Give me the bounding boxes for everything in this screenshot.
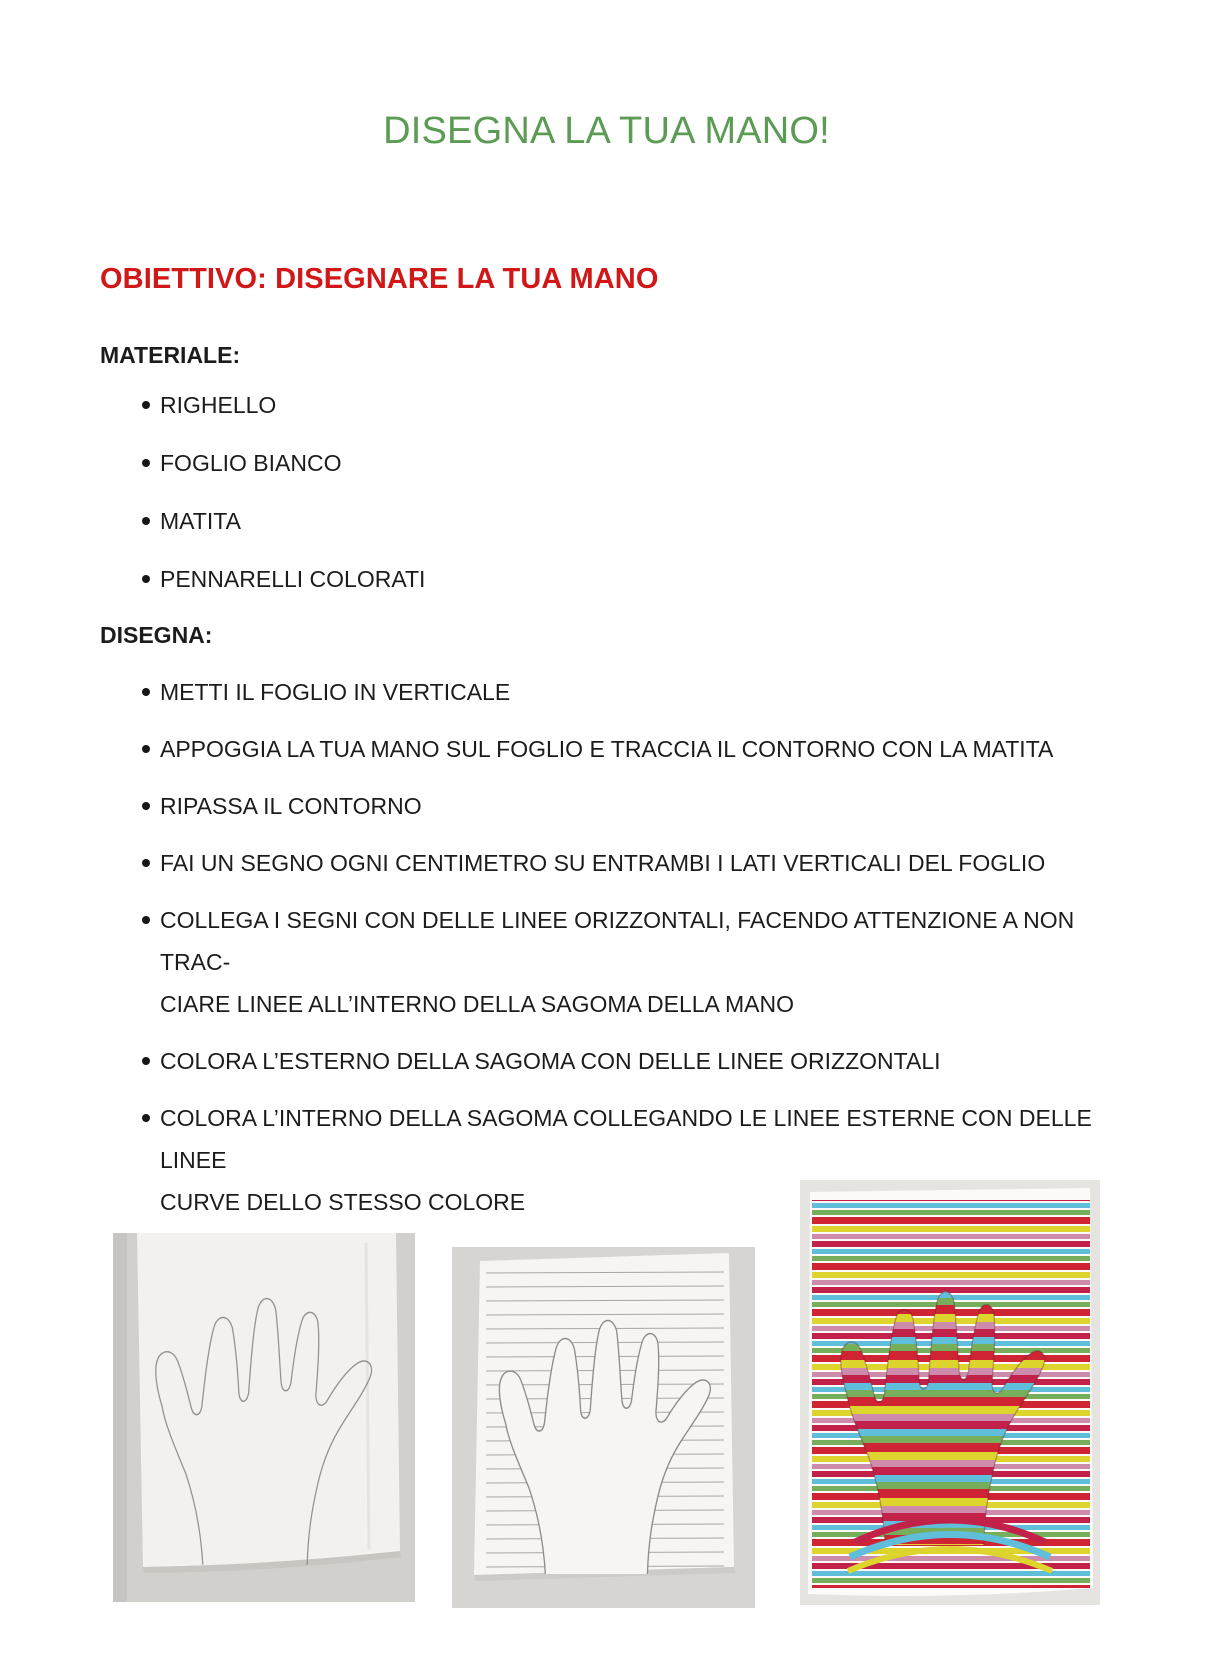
bullet-icon xyxy=(142,575,150,583)
list-item xyxy=(100,566,1000,592)
list-item-text: PENNARELLI COLORATI xyxy=(160,566,426,592)
list-item xyxy=(100,899,1110,1025)
photo-hand-colored-stripes xyxy=(800,1180,1100,1605)
hand-ruled-lines-illustration xyxy=(452,1247,755,1608)
objective-heading: OBIETTIVO: DISEGNARE LA TUA MANO xyxy=(100,263,659,295)
list-item-text: RIGHELLO xyxy=(160,392,277,418)
list-item-text: COLORA L’ESTERNO DELLA SAGOMA CON DELLE LINEE ORIZZONTALI xyxy=(160,1048,941,1074)
list-item-text: FOGLIO BIANCO xyxy=(160,450,342,476)
materials-list xyxy=(100,392,1000,624)
materials-label: MATERIALE: xyxy=(100,342,241,368)
list-item-text: COLLEGA I SEGNI CON DELLE LINEE ORIZZONTALI, FACENDO ATTENZIONE A NON TRAC- xyxy=(160,907,1075,975)
list-item xyxy=(100,450,1000,476)
bullet-icon xyxy=(142,1057,150,1065)
list-item xyxy=(100,508,1000,534)
steps-list xyxy=(100,671,1110,1238)
bullet-icon xyxy=(142,401,150,409)
list-item xyxy=(100,1040,1110,1082)
list-item xyxy=(100,785,1110,827)
bullet-icon xyxy=(142,688,150,696)
list-item-text: APPOGGIA LA TUA MANO SUL FOGLIO E TRACCIA IL CONTORNO CON LA MATITA xyxy=(160,736,1054,762)
bullet-icon xyxy=(142,517,150,525)
list-item xyxy=(100,392,1000,418)
bullet-icon xyxy=(142,859,150,867)
bullet-icon xyxy=(142,745,150,753)
list-item-text: METTI IL FOGLIO IN VERTICALE xyxy=(160,679,511,705)
list-item xyxy=(100,842,1110,884)
hand-outline-illustration xyxy=(113,1233,415,1602)
hand-colored-stripes-illustration xyxy=(800,1180,1100,1605)
list-item-text: FAI UN SEGNO OGNI CENTIMETRO SU ENTRAMBI I LATI VERTICALI DEL FOGLIO xyxy=(160,850,1046,876)
bullet-icon xyxy=(142,802,150,810)
bullet-icon xyxy=(142,459,150,467)
photo-hand-ruled-lines xyxy=(452,1247,755,1608)
list-item xyxy=(100,728,1110,770)
list-item-text: CIARE LINEE ALL’INTERNO DELLA SAGOMA DELLA MANO xyxy=(160,991,795,1017)
list-item-text: MATITA xyxy=(160,508,241,534)
bullet-icon xyxy=(142,916,150,924)
page-title: DISEGNA LA TUA MANO! xyxy=(383,110,830,152)
list-item-text: RIPASSA IL CONTORNO xyxy=(160,793,422,819)
photo-hand-outline xyxy=(113,1233,415,1602)
bullet-icon xyxy=(142,1114,150,1122)
list-item-text: CURVE DELLO STESSO COLORE xyxy=(160,1189,526,1215)
steps-label: DISEGNA: xyxy=(100,622,213,648)
list-item xyxy=(100,671,1110,713)
list-item-text: COLORA L’INTERNO DELLA SAGOMA COLLEGANDO LE LINEE ESTERNE CON DELLE LINEE xyxy=(160,1105,1092,1173)
